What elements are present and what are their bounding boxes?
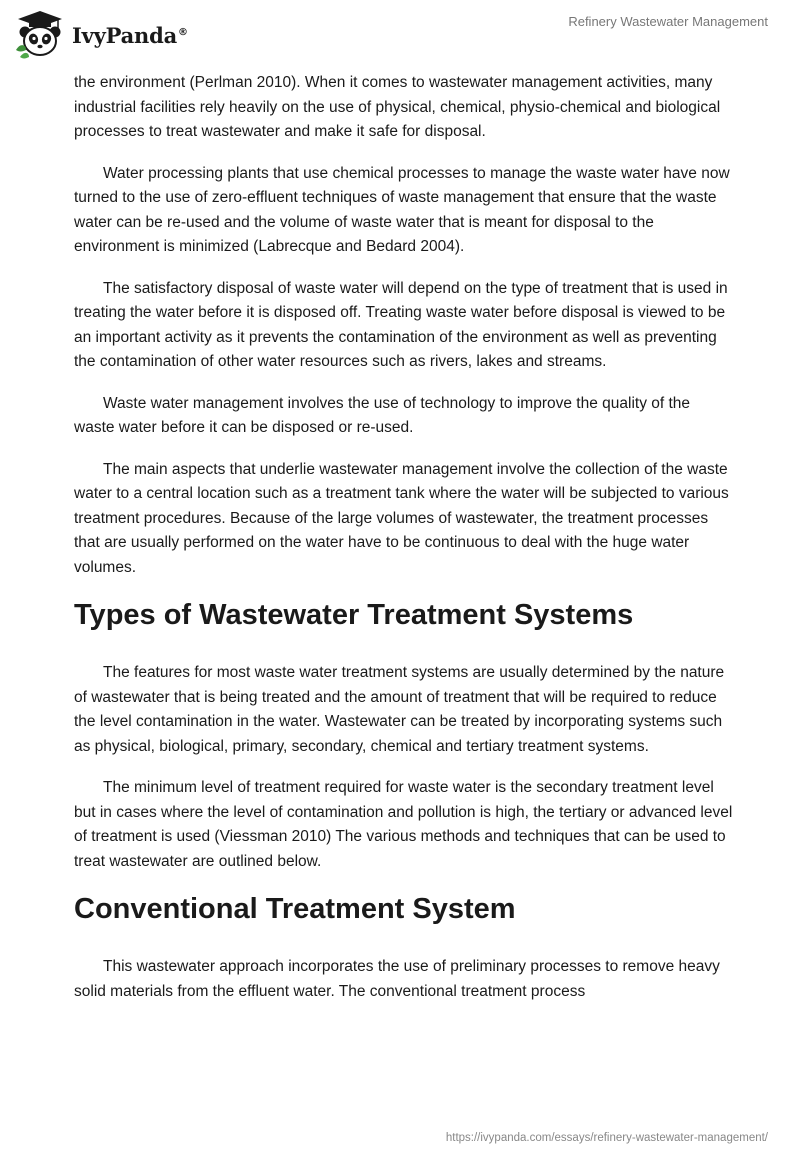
paragraph: Water processing plants that use chemical processes to manage the waste water have now turned to the use of zero-effluent techniques of waste management that ensure that the waste water can be re-used and the volume of waste water that is meant for disposal to the environment is minimized (Labrecque and Bedard 2004). (74, 164, 730, 255)
paragraph: the environment (Perlman 2010). When it comes to wastewater management activities, many industrial facilities rely heavily on the use of physical, chemical, physio-chemical and biological processes to treat wastewater and make it safe for disposal. (74, 74, 721, 140)
brand-name (72, 23, 188, 48)
panda-graduate-icon (14, 8, 66, 60)
essay-content (74, 71, 734, 1021)
running-title: Refinery Wastewater Management (568, 14, 768, 29)
paragraph: Waste water management involves the use of technology to improve the quality of the waste water before it can be disposed or re-used. (74, 394, 691, 436)
page-header (0, 0, 800, 70)
brand-name-text: IvyPanda (72, 22, 178, 48)
source-url[interactable]: https://ivypanda.com/essays/refinery-wastewater-management/ (445, 1132, 768, 1144)
paragraph: The features for most waste water treatment systems are usually determined by the nature of wastewater that is being treated and the amount of treatment that will be required to reduce the level contamination in the water. Wastewater can be treated by incorporating systems such as physical, biological, primary, secondary, chemical and tertiary treatment systems. (74, 664, 725, 755)
paragraph: This wastewater approach incorporates the use of preliminary processes to remove heavy solid materials from the effluent water. The conventional treatment process (74, 958, 720, 1000)
paragraph: The main aspects that underlie wastewater management involve the collection of the waste water to a central location such as a treatment tank where the water will be subjected to various treatment procedures. Because of the large volumes of wastewater, the treatment processes that are usually performed on the water have to be continuous to deal with the huge water volumes. (74, 460, 729, 576)
section-heading: Types of Wastewater Treatment Systems (74, 599, 634, 631)
registered-mark: ® (178, 26, 188, 38)
section-heading: Conventional Treatment System (74, 893, 516, 925)
paragraph: The satisfactory disposal of waste water will depend on the type of treatment that is used in treating the water before it is disposed off. Treating waste water before disposal is viewed to be an important activity as it prevents the contamination of the environment as well as preventing the contamination of other water resources such as rivers, lakes and streams. (74, 279, 728, 370)
brand-logo[interactable] (14, 8, 188, 60)
paragraph: The minimum level of treatment required for waste water is the secondary treatment level but in cases where the level of contamination and pollution is high, the tertiary or advanced level of treatment is used (Viessman 2010) The various methods and techniques that can be used to treat wastewater are outlined below. (74, 779, 733, 870)
